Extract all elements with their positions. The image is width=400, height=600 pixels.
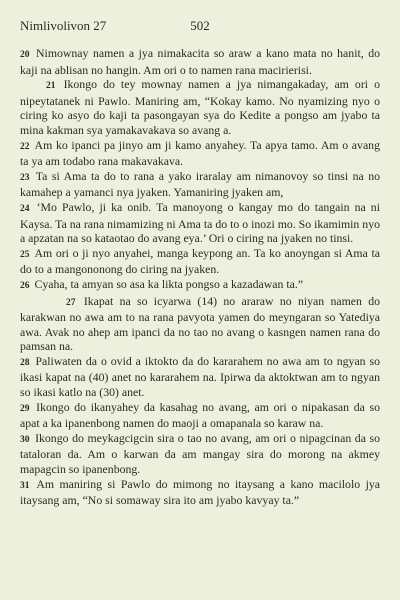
verse-text: Ikapat na so icyarwa (14) no araraw no niyan namen do karakwan no awa am to na rana pavyota yamen do meyngaran so Yatediya awa. Avak no ahep am ipanci da no tao no avang o kasngen namen rana do pamsan na. bbox=[20, 293, 380, 354]
verse-number: 30 bbox=[20, 434, 30, 445]
verse-text: Nimownay namen a jya nimakacita so araw a kano mata no hanit, do kaji na ablisan no hangin. Am ori o to namen rana macirierisi. bbox=[20, 46, 380, 77]
verse-text: Am maniring si Pawlo do mimong no itaysang a kano macilolo jya itaysang am, “No si somaway sira ito am jyabo kavyay ta.” bbox=[20, 476, 380, 508]
running-title: Nimlivolivon 27 bbox=[20, 18, 107, 33]
verse-number: 27 bbox=[66, 297, 76, 308]
page-header bbox=[20, 18, 380, 34]
verse-number: 28 bbox=[20, 357, 30, 368]
verse-number: 29 bbox=[20, 403, 30, 414]
verse-number: 22 bbox=[20, 141, 30, 152]
verse-number: 21 bbox=[46, 81, 56, 92]
verse-28 bbox=[20, 354, 380, 400]
verse-text: Ta si Ama ta do to rana a yako iraralay am nimanovoy so tinsi na no kamahep a yamanci nya jyaken. Yamaniring jyaken am, bbox=[20, 168, 380, 200]
verse-number: 24 bbox=[20, 203, 30, 214]
verse-30 bbox=[20, 431, 380, 477]
verse-23 bbox=[20, 169, 380, 200]
verse-29 bbox=[20, 400, 380, 431]
page-number: 502 bbox=[190, 18, 210, 33]
verse-text: Paliwaten da o ovid a iktokto da do kararahem no awa am to ngyan so ikasi kapat na (40) anet no kararahem na. Ipirwa da aktoktwan am to ngyan so ikasi katlo na (30) anet. bbox=[20, 353, 380, 400]
verse-24 bbox=[20, 200, 380, 246]
verse-number: 25 bbox=[20, 249, 30, 260]
verse-21 bbox=[20, 77, 380, 137]
verse-text: Ikongo do ikanyahey da kasahag no avang, am ori o nipakasan da so apat a ka ipanenbong namen do maoji a omapanala so karaw na. bbox=[20, 399, 381, 431]
verse-text: ‘Mo Pawlo, ji ka onib. Ta manoyong o kangay mo do tangain na ni Kaysa. Ta na rana nimamizing ni Ama ta do to o inozi mo. So ikamimin nyo a apzatan na so kataotao do avang eya.’ Ori o ciring na jyaken no tinsi. bbox=[20, 199, 380, 246]
verse-text: Am ori o ji nyo anyahei, manga keypong an. Ta ko anoyngan si Ama ta do to a mangononong do ciring na jyaken. bbox=[20, 245, 380, 277]
verse-number: 20 bbox=[20, 50, 30, 60]
verse-text: Ikongo do meykagcigcin sira o tao no avang, am ori o nipagcinan da so tataloran da. Am o karwan da am mangay sira do morong na akmey mapagcin so ipanenbong. bbox=[20, 430, 380, 477]
verse-31 bbox=[20, 477, 380, 508]
verse-22 bbox=[20, 138, 380, 169]
verse-20 bbox=[20, 46, 380, 77]
verse-text: Cyaha, ta amyan so asa ka likta pongso a kazadawan ta.” bbox=[34, 276, 304, 291]
chapter-text bbox=[20, 46, 380, 508]
verse-text: Am ko ipanci pa jinyo am ji kamo anyahey. Ta apya tamo. Am o avang ta ya am todabo rana makavakava. bbox=[20, 137, 380, 169]
verse-number: 31 bbox=[20, 480, 30, 491]
verse-26 bbox=[20, 277, 380, 294]
verse-27 bbox=[20, 294, 380, 354]
verse-number: 23 bbox=[20, 172, 30, 183]
verse-number: 26 bbox=[20, 280, 30, 291]
verse-25 bbox=[20, 246, 380, 277]
verse-text: Ikongo do tey mownay namen a jya nimangakaday, am ori o nipeytatanek ni Pawlo. Maniring am, “Kokay kamo. No nyamizing nyo o ciring ko asyo do kaji ta pasongayan sya do Kedite a pongso am jyabo ta mina kakman sya yamakavakava so avang a. bbox=[20, 77, 380, 137]
